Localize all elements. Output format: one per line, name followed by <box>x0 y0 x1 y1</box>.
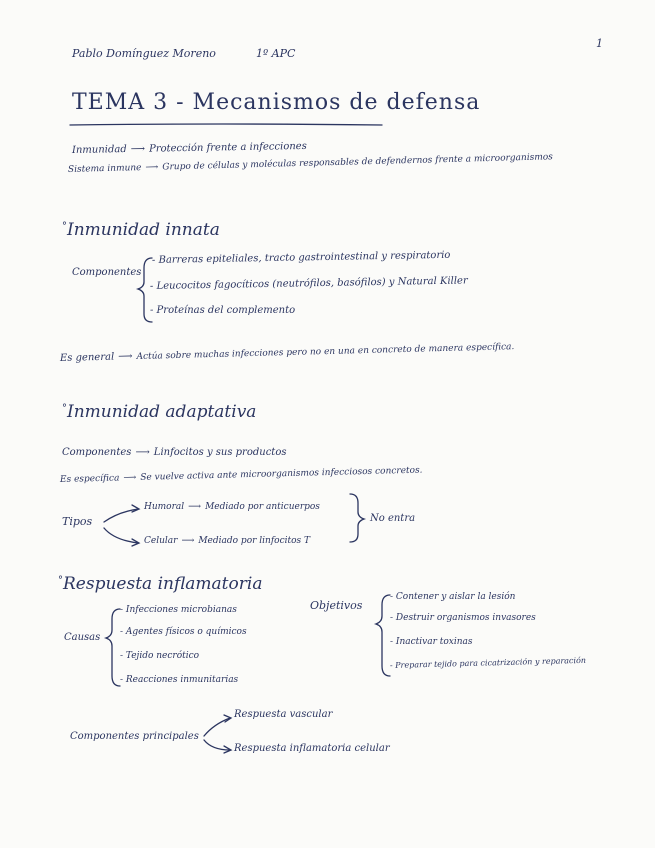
respuesta-objetivos-label: Objetivos <box>310 599 363 612</box>
celular-term: Celular <box>144 536 178 546</box>
page-title: TEMA 3 - Mecanismos de defensa <box>72 90 481 115</box>
adaptativa-componentes-def: Linfocitos y sus productos <box>153 447 287 458</box>
objetivo-2: - Destruir organismos invasores <box>390 613 536 623</box>
section-heading-innata: °Inmunidad innata <box>62 220 220 240</box>
arrow-icon: ⟶ <box>188 502 202 512</box>
causa-1: - Infecciones microbianas <box>120 605 237 615</box>
def-inmunidad-text: Protección frente a infecciones <box>148 140 307 155</box>
def-sistema-term: Sistema inmune <box>67 163 142 175</box>
causas-brace <box>106 609 120 686</box>
course-label: 1º APC <box>256 47 296 60</box>
tipos-arrow-down <box>104 528 138 543</box>
innata-componente-2: - Leucocitos fagocíticos (neutrófilos, basófilos) y Natural Killer <box>149 275 468 292</box>
objetivo-3: - Inactivar toxinas <box>390 637 473 647</box>
innata-componente-3: - Proteínas del complemento <box>150 305 296 316</box>
respuesta-componente-2: Respuesta inflamatoria celular <box>234 743 390 754</box>
no-entra-note: No entra <box>370 513 416 524</box>
arrow-icon: ⟶ <box>145 162 159 173</box>
no-entra-brace <box>350 494 364 542</box>
def-inmunidad-term: Inmunidad <box>71 144 127 156</box>
componentes-arrow-down <box>204 740 230 750</box>
title-underline <box>70 124 382 125</box>
respuesta-componentes-label: Componentes principales <box>70 731 199 742</box>
innata-general-term: Es general <box>59 351 115 364</box>
arrow-icon: ⟶ <box>130 143 146 155</box>
adaptativa-componentes-label: Componentes <box>62 447 132 458</box>
objetivo-1: - Contener y aislar la lesión <box>390 592 516 602</box>
innata-componentes-label: Componentes <box>72 267 142 278</box>
objetivos-brace <box>376 595 390 676</box>
author-name: Pablo Domínguez Moreno <box>72 47 216 60</box>
causa-4: - Reacciones inmunitarias <box>120 675 239 685</box>
arrow-icon: ⟶ <box>181 536 195 546</box>
objetivo-4: - Preparar tejido para cicatrización y reparación <box>389 655 587 670</box>
page-number: 1 <box>596 37 603 50</box>
innata-general-def: Actúa sobre muchas infecciones pero no en una en concreto de manera específica. <box>136 342 515 362</box>
adaptativa-humoral <box>144 503 320 512</box>
respuesta-componente-1: Respuesta vascular <box>234 709 333 720</box>
adaptativa-especifica-def: Se vuelve activa ante microorganismos infecciosos concretos. <box>140 465 423 483</box>
def-sistema-text: Grupo de células y moléculas responsables de defendernos frente a microorganismos <box>162 152 553 173</box>
arrow-icon: ⟶ <box>135 447 150 458</box>
innata-componente-1: - Barreras epiteliales, tracto gastrointestinal y respiratorio <box>151 249 451 266</box>
section-heading-respuesta: °Respuesta inflamatoria <box>58 574 263 594</box>
adaptativa-componentes <box>62 448 286 458</box>
adaptativa-celular <box>144 537 310 546</box>
respuesta-causas-label: Causas <box>64 632 101 643</box>
arrow-icon: ⟶ <box>123 473 137 484</box>
causa-2: - Agentes físicos o químicos <box>120 627 247 637</box>
causa-3: - Tejido necrótico <box>120 651 200 661</box>
celular-def: Mediado por linfocitos T <box>198 536 311 546</box>
humoral-def: Mediado por anticuerpos <box>205 502 320 512</box>
tipos-arrow-up-head <box>132 505 139 512</box>
arrow-icon: ⟶ <box>118 351 133 363</box>
section-heading-adaptativa: °Inmunidad adaptativa <box>62 402 257 422</box>
humoral-term: Humoral <box>144 502 185 512</box>
adaptativa-tipos-label: Tipos <box>62 515 93 528</box>
adaptativa-especifica-term: Es específica <box>59 473 120 485</box>
